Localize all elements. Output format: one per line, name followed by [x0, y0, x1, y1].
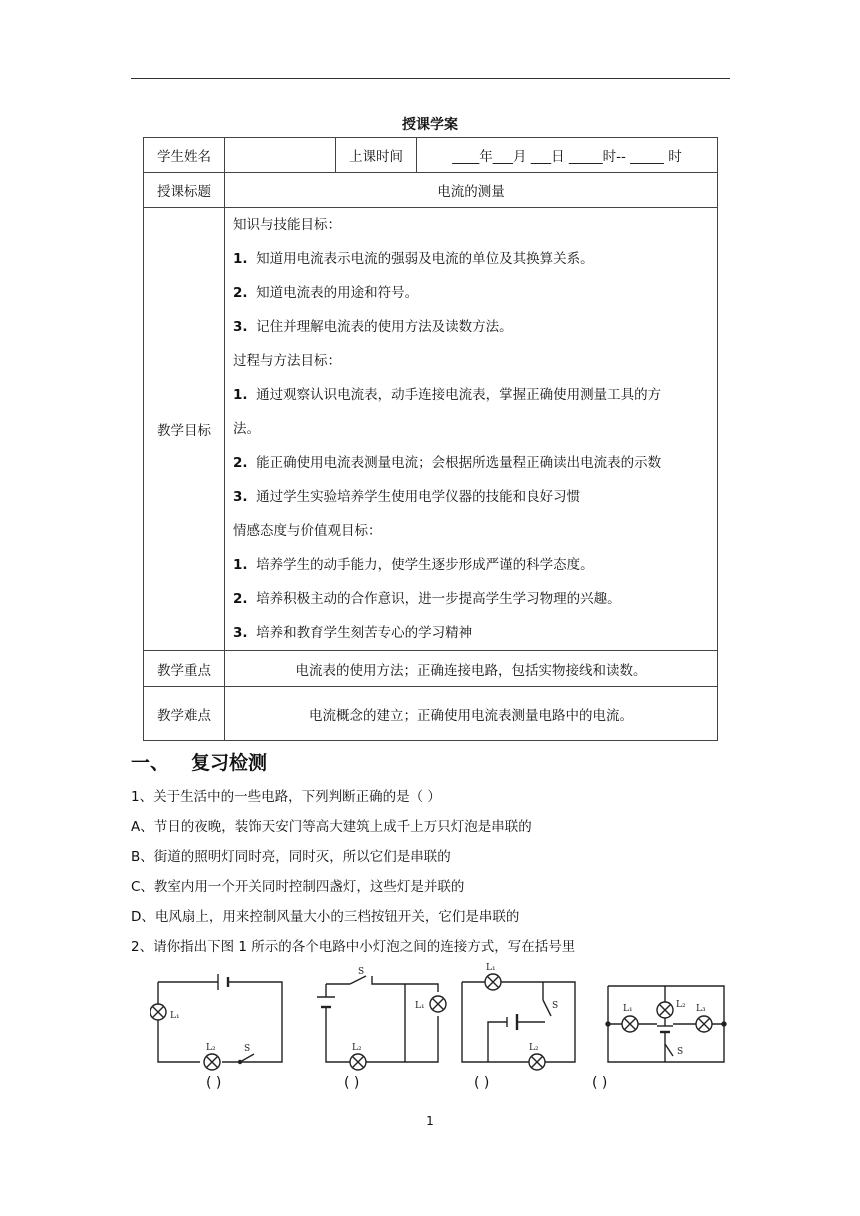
goals-content	[225, 208, 718, 651]
circuit-2-diagram	[317, 976, 446, 1070]
label-s: S	[244, 1044, 251, 1054]
label-l1: L₁	[415, 1001, 425, 1011]
goal-line: 1. 知道用电流表示电流的强弱及电流的单位及其换算关系。	[233, 251, 594, 267]
label-l3: L₃	[696, 1004, 706, 1014]
key-point-value: 电流表的使用方法；正确连接电路，包括实物接线和读数。	[225, 651, 718, 687]
goal-line: 3. 记住并理解电流表的使用方法及读数方法。	[233, 319, 513, 335]
page-number: 1	[426, 1114, 434, 1128]
page-title: 授课学案	[402, 117, 458, 133]
key-point-label: 教学重点	[144, 651, 225, 687]
answer-bracket-2: ( )	[344, 1075, 360, 1091]
table-row	[144, 138, 718, 173]
student-name-value	[225, 138, 336, 173]
label-l2: L₂	[352, 1043, 362, 1053]
goal-line: 1. 培养学生的动手能力，使学生逐步形成严谨的科学态度。	[233, 557, 594, 573]
label-l1: L₁	[623, 1004, 633, 1014]
table-row	[144, 173, 718, 208]
question-line: C、教室内用一个开关同时控制四盏灯，这些灯是并联的	[131, 879, 465, 895]
answer-bracket-3: ( )	[474, 1075, 490, 1091]
label-l2: L₂	[206, 1043, 216, 1053]
goal-line: 2. 培养积极主动的合作意识，进一步提高学生学习物理的兴趣。	[233, 591, 621, 607]
student-name-label: 学生姓名	[144, 138, 225, 173]
difficulty-value: 电流概念的建立；正确使用电流表测量电路中的电流。	[225, 687, 718, 741]
goal-line: 法。	[233, 421, 260, 437]
lesson-title-label: 授课标题	[144, 173, 225, 208]
section-title: 复习检测	[191, 752, 268, 774]
goal-line: 3. 培养和教育学生刻苦专心的学习精神	[233, 625, 473, 641]
difficulty-label: 教学难点	[144, 687, 225, 741]
goal-line: 知识与技能目标：	[233, 217, 341, 233]
goals-label: 教学目标	[144, 208, 225, 651]
goal-line: 过程与方法目标：	[233, 353, 341, 369]
lesson-title-value: 电流的测量	[225, 173, 718, 208]
question-line: A、节日的夜晚，装饰天安门等高大建筑上成千上万只灯泡是串联的	[131, 819, 532, 835]
circuit-figure	[150, 962, 740, 1072]
label-l2: L₂	[529, 1043, 539, 1053]
section-number: 一、	[131, 752, 170, 774]
question-line: 2、请你指出下图 1 所示的各个电路中小灯泡之间的连接方式，写在括号里	[131, 939, 576, 955]
goal-line: 情感态度与价值观目标：	[233, 523, 382, 539]
circuit-4-diagram	[606, 986, 726, 1062]
label-s: S	[552, 1001, 559, 1011]
lesson-plan-table	[143, 137, 718, 741]
question-line: B、街道的照明灯同时亮，同时灭，所以它们是串联的	[131, 849, 451, 865]
question-line: D、电风扇上，用来控制风量大小的三档按钮开关，它们是串联的	[131, 909, 520, 925]
label-l2: L₂	[676, 1000, 686, 1010]
goal-line: 1. 通过观察认识电流表，动手连接电流表，掌握正确使用测量工具的方	[233, 387, 662, 403]
label-s: S	[358, 967, 365, 977]
question-line: 1、关于生活中的一些电路，下列判断正确的是（ ）	[131, 789, 441, 805]
label-l1: L₁	[486, 963, 496, 973]
label-l1: L₁	[170, 1011, 180, 1021]
class-time-value: ____年___月 ___日 _____时-- _____ 时	[417, 138, 718, 173]
label-s: S	[677, 1047, 684, 1057]
goal-line: 2. 能正确使用电流表测量电流；会根据所选量程正确读出电流表的示数	[233, 455, 662, 471]
answer-bracket-4: ( )	[592, 1075, 608, 1091]
circuit-3-diagram	[462, 974, 575, 1070]
answer-bracket-1: ( )	[206, 1075, 222, 1091]
table-row	[144, 651, 718, 687]
header-rule	[131, 78, 730, 79]
table-row	[144, 208, 718, 651]
goal-line: 2. 知道电流表的用途和符号。	[233, 285, 419, 301]
class-time-label: 上课时间	[336, 138, 417, 173]
section-heading	[131, 748, 267, 775]
circuit-1-diagram	[150, 974, 282, 1070]
goal-line: 3. 通过学生实验培养学生使用电学仪器的技能和良好习惯	[233, 489, 581, 505]
table-row	[144, 687, 718, 741]
